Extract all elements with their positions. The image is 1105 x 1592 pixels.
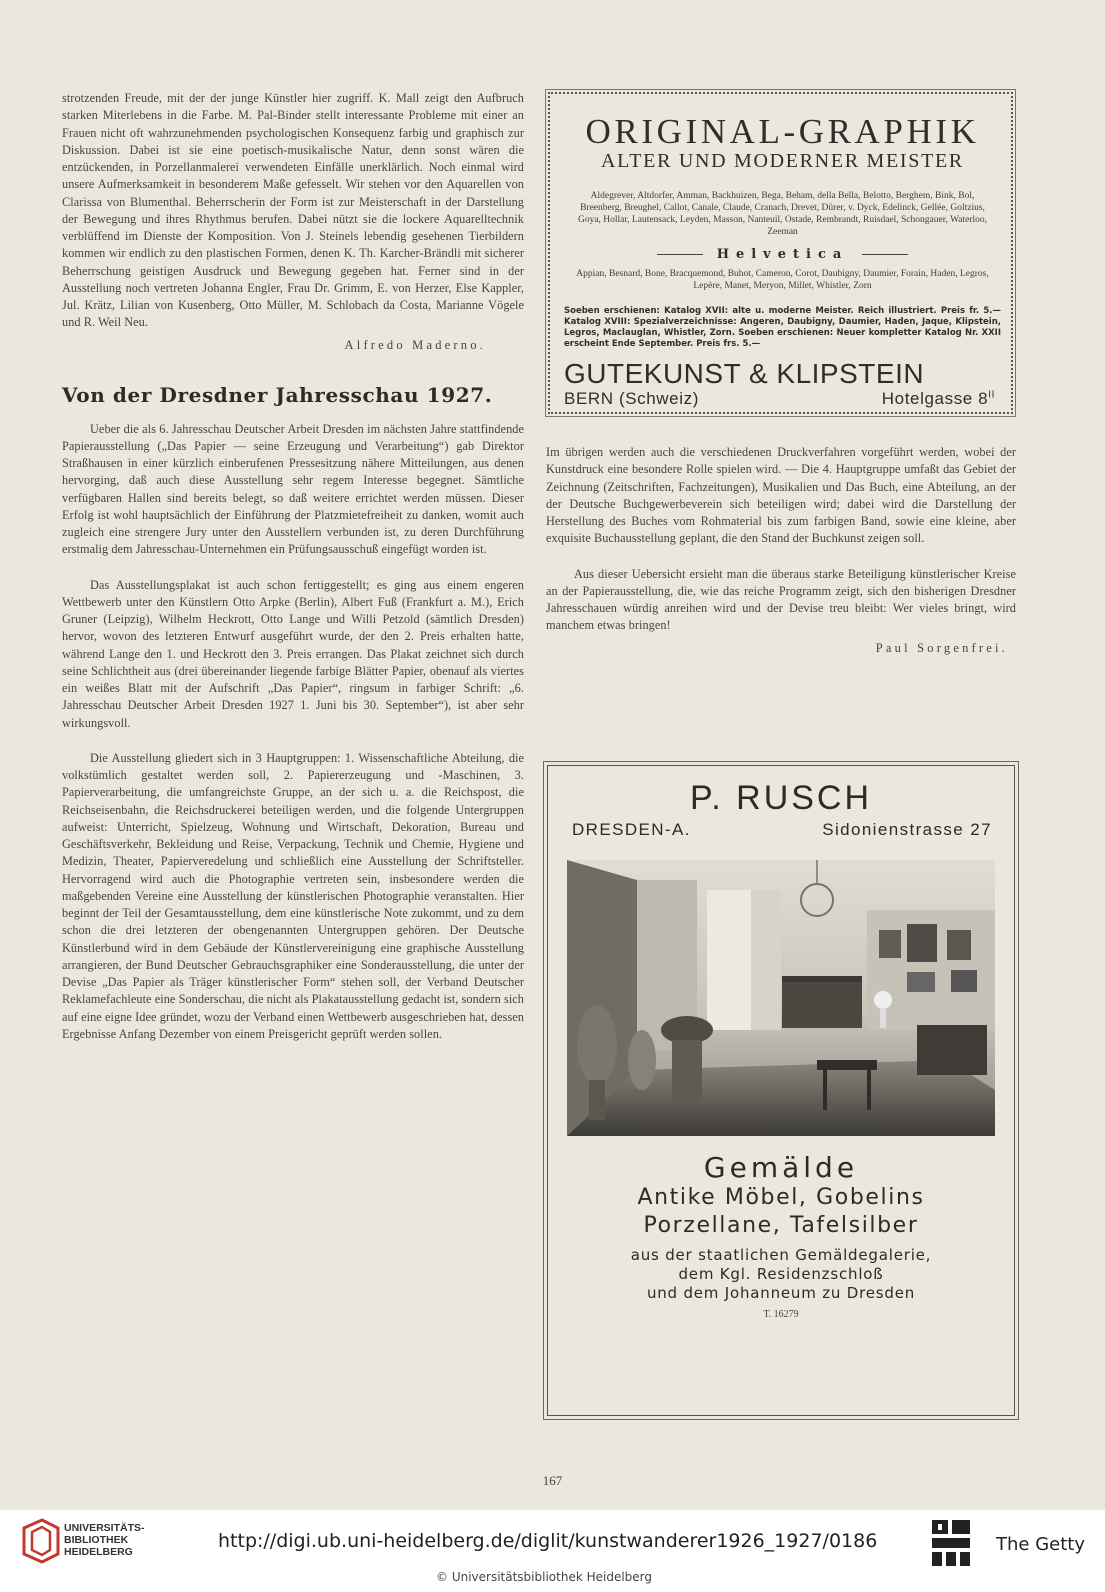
article-paragraph-3: Die Ausstellung gliedert sich in 3 Hauptgruppen: 1. Wissenschaftliche Abteilung, die volkstümlich gestaltet werden soll, 2. Papiererzeugung und -Maschinen, 3. Papierverarbeitung, die umfangreichste Gruppe, an der sich u. a. die Reichspost, die Reichseisenbahn, die Reichsdruckerei beteiligen werden, und die folgende Untergruppen aufweist: Unterricht, Spielzeug, Wohnung und Wirtschaft, Dekoration, Bureau und Geschäftsverkehr, Bekleidung und Reise, Verpackung, Technik und Chemie, Hygiene und Medizin, Theater, Papierveredelung und schließlich eine Ausstellung der Schriftsteller. Hervorragend wird auch die Photographie vertreten sein, insbesondere werden die maßgebenden Vereine eine Ausstellung der künstlerischen Photographie veranstalten. Hier beginnt der Teil der Gesamtausstellung, dem eine künstlerische Note zukommt, und zu dem schon die drei letzteren der obengenannten Untergruppen gehören. Der Deutsche Künstlerbund wird in dem Gebäude der Künstlervereinigung eine graphische Ausstellung arrangieren, der Bund Deutscher Gebrauchsgraphiker eine Sonderausstellung, die unter der Devise „Das Papier als Träger künstlerischer Form“ stehen soll, der Verband Deutscher Reklamefachleute eine Sonderschau, die nicht als Plakatausstellung gedacht ist, sondern sich auf eine eigne Idee gründet, wozu der Verband einen Wettbewerb ausgeschrieben hat, dessen Ergebnisse Anfang Dezember von einem Preisgericht geprüft werden sollen. xyxy=(62,750,524,1041)
ad-rusch-line6: und dem Johanneum zu Dresden xyxy=(646,1284,916,1302)
source-url-link[interactable]: http://digi.ub.uni-heidelberg.de/diglit/kunstwanderer1926_1927/0186 xyxy=(218,1530,878,1552)
ad-firm-name: GUTEKUNST & KLIPSTEIN xyxy=(564,358,925,389)
ad-rusch-line4: aus der staatlichen Gemäldegalerie, xyxy=(630,1246,932,1264)
ad-rusch-city: DRESDEN-A. xyxy=(572,820,691,839)
ad-rusch-line3: Porzellane, Tafelsilber xyxy=(643,1213,919,1238)
university-library-logo-icon xyxy=(20,1518,62,1566)
digitization-footer xyxy=(0,1510,1105,1592)
ad-rusch-line5: dem Kgl. Residenzschloß xyxy=(678,1265,884,1283)
page-number: 167 xyxy=(542,1473,563,1488)
author-signature-sorgenfrei: Paul Sorgenfrei. xyxy=(875,640,1008,655)
ad-location-row xyxy=(564,389,1001,409)
ad-helvetica: Helvetica xyxy=(716,247,849,262)
intro-paragraph: strotzenden Freude, mit der der junge Künstler hier zugriff. K. Mall zeigt den Aufbruch starken Miterlebens in die Farbe. M. Pal-Binder stellt interessante Probleme mit einer an Frauen nicht oft wahrzunehmenden psychologischen Konsequenz farbig und graphisch zur Diskussion. Dabei ist sie eine poetisch-musikalische Natur, denn sonst wären die entzückenden, in Porzellanmalerei verwendeten Einfälle unerklärlich. Noch einmal wird unsere Aufmerksamkeit in besonderem Maße gefesselt. Wir stehen vor den Aquarellen von Clarissa von Blumenthal. Beherrscherin der Form ist zur Meisterschaft in der Darstellung der Bewegung und ihres Rhythmus berufen. Dabei nützt sie die lockere Aquarelltechnik verblüffend im Dienste der Komposition. Von J. Steinels lebendig gesehenen Tierbildern kommen wir endlich zu den plastischen Formen, denen K. Th. Karcher-Brändli mit sicherer Beherrschung geistigen Ausdruck und Bewegung gegeben hat. Ferner sind in der Ausstellung noch vertreten Johanna Engler, Frau Dr. Grimm, E. von Herzer, Else Kappler, Jul. Krätz, Lilian von Kusenberg, Otto Müller, M. Schlobach da Costa, Marianne Vögele und R. Weil Neu. xyxy=(62,91,524,330)
right-paragraph-1: Im übrigen werden auch die verschiedenen Druckverfahren vorgeführt werden, wobei der Kunstdruck eine besondere Rolle spielen wird. — Die 4. Hauptgruppe umfaßt das Gebiet der Zeichnung (Zeitschriften, Fachzeitungen), Musikalien und Das Buch, eine Abteilung, an der der Deutsche Buchgewerbeverein sich beteiligen wird; dabei wird die Darstellung der Herstellung des Buches vom Rohmaterial bis zum farbigen Band, sowie eine kleine, aber exquisite Buchausstellung geplant, die den Stand der Buchkunst zeigen soll. xyxy=(546,445,1016,546)
getty-name: The Getty xyxy=(996,1534,1085,1555)
ad-city: BERN (Schweiz) xyxy=(564,389,699,408)
ad-rusch-code: T. 16279 xyxy=(763,1309,799,1320)
ad-subtitle: ALTER UND MODERNER MEISTER xyxy=(601,150,964,172)
ad-artist-list-modern: Appian, Besnard, Bone, Bracquemond, Buhot, Cameron, Corot, Daubigny, Daumier, Forain, Haden, Legros, Lepère, Manet, Meryon, Millet, Whistler, Zorn xyxy=(576,269,989,291)
ad-address: Hotelgasse $8^{II}$ xyxy=(881,389,995,408)
right-paragraph-2: Aus dieser Uebersicht ersieht man die überaus starke Beteiligung künstlerischer Kreise an der Papierausstellung, die, wie das reiche Programm zeigt, sich den bisherigen Dresdner Jahresschauen würdig anreihen wird und der Devise treu bleibt: Wer vieles bringt, wird manchem etwas bringen! xyxy=(546,566,1016,633)
ad-helvetica-row xyxy=(564,247,1001,262)
ad-rusch-location xyxy=(572,820,992,840)
ad-rusch-headline: Gemälde xyxy=(703,1151,859,1184)
ad-rusch-street: Sidonienstrasse 27 xyxy=(822,820,992,839)
ad-rusch-name: P. RUSCH xyxy=(689,779,873,817)
ad-catalog-info: Soeben erschienen: Katalog XVII: alte u. moderne Meister. Reich illustriert. Preis fr. 5.— Katalog XVIII: Spezialverzeichnisse: Angeren, Daubigny, Daumier, Haden, Jaque, Klipstein, Legros, Maclauglan, Whistler, Zorn. Soeben erschienen: Neuer kompletter Katalog Nr. XXII erscheint Ende September. Preis frs. 5.— xyxy=(564,306,1001,349)
right-column xyxy=(546,444,1016,656)
author-signature-maderno: Alfredo Maderno. xyxy=(344,337,486,352)
article-paragraph-2: Das Ausstellungsplakat ist auch schon fertiggestellt; es ging aus einem engeren Wettbewerb unter den Künstlern Otto Arpke (Berlin), Albert Fuß (Frankfurt a. M.), Erich Gruner (Leipzig), Wilhelm Heckrott, Otto Lange und Willi Petzold (sämtlich Dresden) hervor, wovon des letzteren Entwurf ausgeführt wurde, der den 2. Preis erhalten hatte, während Lange den 1. und Heckrott den 3. Preis errangen. Das Plakat zeichnet sich durch seine Schlichtheit aus (drei übereinander liegende farbige Blätter Papier, obenauf als viertes ein weißes Blatt mit der Aufschrift „Das Papier“, ringsum in farbiger Schrift: „6. Jahresschau Deutscher Arbeit Dresden 1927 1. Juni bis 30. September“), ist aber sehr wirkungsvoll. xyxy=(62,577,524,730)
article-heading: Von der Dresdner Jahresschau 1927. xyxy=(62,382,493,407)
ad-rusch-line2: Antike Möbel, Gobelins xyxy=(637,1185,925,1210)
interior-photograph xyxy=(567,860,995,1136)
copyright-text: © Universitätsbibliothek Heidelberg xyxy=(436,1570,653,1584)
getty-logo-icon xyxy=(930,1518,972,1568)
interior-photo-image xyxy=(567,860,995,1136)
ad-title: ORIGINAL-GRAPHIK xyxy=(585,112,980,151)
university-library-name: UNIVERSITÄTS- BIBLIOTHEK HEIDELBERG xyxy=(64,1522,145,1558)
article-paragraph-1: Ueber die als 6. Jahresschau Deutscher Arbeit Dresden im nächsten Jahre stattfindende Papierausstellung („Das Papier — seine Erzeugung und Verarbeitung“) gab Direktor Straßhausen in einer kürzlich einberufenen Pressesitzung nähere Mitteilungen, aus denen hervorging, daß auch diese Ausstellung sehr regem Interesse begegnet. Sämtliche verfügbaren Hallen sind bereits belegt, so daß weitere errichtet werden müssen. Dieser Erfolg ist wohl hauptsächlich der Einführung der Platzmietefreiheit zu danken, womit auch zugleich eine strengere Jury unter den Ausstellern verbunden ist, zu deren Durchführung erstmalig dem Jahresschau-Unternehmen ein Prüfungsausschuß eingefügt worden ist. xyxy=(62,421,524,557)
advertisement-p-rusch xyxy=(547,765,1015,1416)
divider xyxy=(862,254,908,255)
left-column xyxy=(62,90,524,1043)
ad-artist-list-old: Aldegrever, Altdorfer, Amman, Backhuizen, Bega, Beham, della Bella, Belotto, Berghem, Bink, Bol, Breenberg, Breughel, Callot, Canale, Claude, Cranach, Drevet, Dürer, v. Dyck, Edelinck, Gellée, Goltzius, Goya, Hollar, Lautensack, Leyden, Masson, Nanteuil, Ostade, Rembrandt, Ruisdael, Schongauer, Waterloo, Zeeman xyxy=(577,191,988,237)
divider xyxy=(657,254,703,255)
advertisement-original-graphik xyxy=(548,92,1013,414)
